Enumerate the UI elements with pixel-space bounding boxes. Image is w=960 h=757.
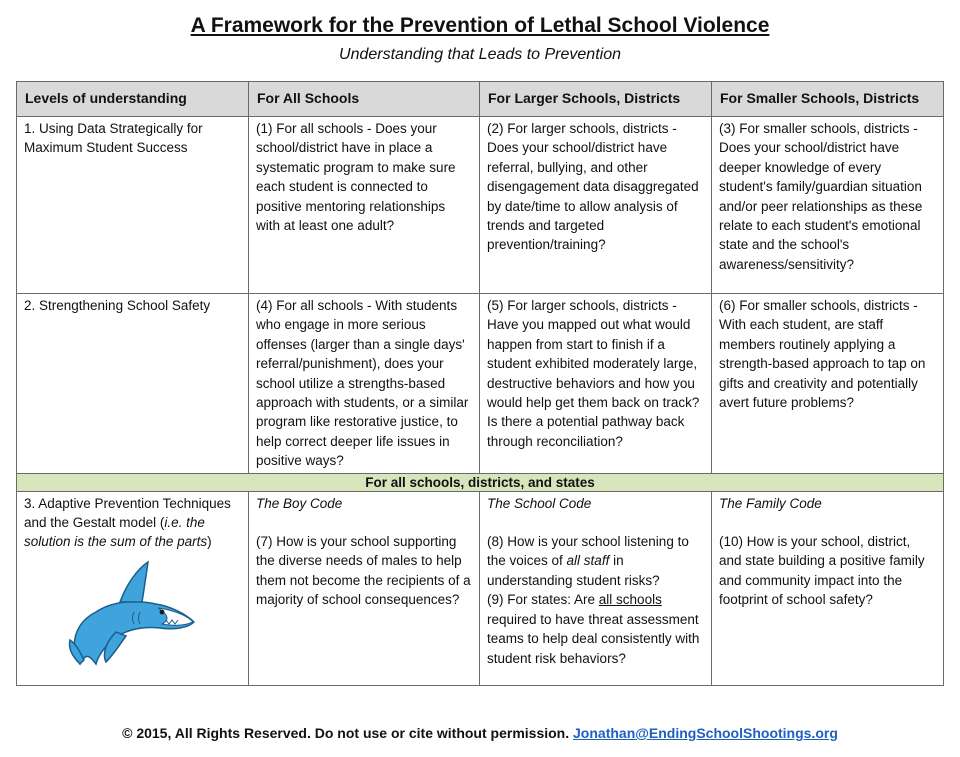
band-row xyxy=(17,473,944,491)
level-cell xyxy=(17,491,249,685)
smaller-schools-cell xyxy=(712,491,944,685)
framework-table xyxy=(16,81,944,686)
larger-schools-cell: (5) For larger schools, districts - Have you mapped out what would happen from start to finish if a student exhibited moderately large, destructive behaviors and how you would help get them back on track? Is there a potential pathway back through reconciliation? xyxy=(480,294,712,474)
column-header: For Larger Schools, Districts xyxy=(480,82,712,117)
smaller-schools-cell: (6) For smaller schools, districts - With each student, are staff members routinely applying a strength-based approach to tap on gifts and creativity and potentially avert future problems? xyxy=(712,294,944,474)
copyright-text: © 2015, All Rights Reserved. Do not use or cite without permission. xyxy=(122,725,574,741)
question-9: (9) For states: Are all schools required to have threat assessment teams to help deal consistently with student risk behaviors? xyxy=(487,592,700,666)
footer xyxy=(0,725,960,741)
larger-schools-cell: (2) For larger schools, districts - Does your school/district have referral, bullying, and other disengagement data disaggregated by date/time to allow analysis of trends and targeted prevention/training? xyxy=(480,117,712,294)
question-10: (10) How is your school, district, and state building a positive family and community impact into the footprint of school safety? xyxy=(719,534,925,608)
question-7: (7) How is your school supporting the diverse needs of males to help them not become the recipients of a majority of school consequences? xyxy=(256,534,471,608)
column-header: For All Schools xyxy=(249,82,480,117)
family-code-label: The Family Code xyxy=(719,495,822,511)
shark-illustration xyxy=(62,556,197,666)
level-cell: 1. Using Data Strategically for Maximum Student Success xyxy=(17,117,249,294)
boy-code-label: The Boy Code xyxy=(256,495,343,511)
table-row xyxy=(17,117,944,294)
page-subtitle: Understanding that Leads to Prevention xyxy=(339,46,621,63)
all-schools-cell: (1) For all schools - Does your school/district have in place a systematic program to make sure each student is connected to positive mentoring relationships with at least one adult? xyxy=(249,117,480,294)
table-row xyxy=(17,491,944,685)
table-header-row xyxy=(17,82,944,117)
all-schools-cell xyxy=(249,491,480,685)
level-text: 3. Adaptive Prevention Techniques and the Gestalt model (i.e. the solution is the sum of the parts) xyxy=(24,495,231,550)
column-header: For Smaller Schools, Districts xyxy=(712,82,944,117)
page-title: A Framework for the Prevention of Lethal School Violence xyxy=(190,14,770,37)
contact-email-link[interactable]: Jonathan@EndingSchoolShootings.org xyxy=(573,725,838,741)
question-8: (8) How is your school listening to the voices of all staff in understanding student risks? xyxy=(487,534,689,588)
column-header: Levels of understanding xyxy=(17,82,249,117)
level-cell: 2. Strengthening School Safety xyxy=(17,294,249,474)
larger-schools-cell xyxy=(480,491,712,685)
band-label: For all schools, districts, and states xyxy=(17,473,944,491)
school-code-label: The School Code xyxy=(487,495,592,511)
all-schools-cell: (4) For all schools - With students who engage in more serious offenses (larger than a single days' referral/punishment), does your school utilize a strengths-based approach with students, or a similar program like restorative justice, to help correct deeper life issues in positive ways? xyxy=(249,294,480,474)
smaller-schools-cell: (3) For smaller schools, districts - Does your school/district have deeper knowledge of every student's family/guardian situation and/or peer relationships as these relate to each student's emotional state and the school's awareness/sensitivity? xyxy=(712,117,944,294)
table-row xyxy=(17,294,944,474)
